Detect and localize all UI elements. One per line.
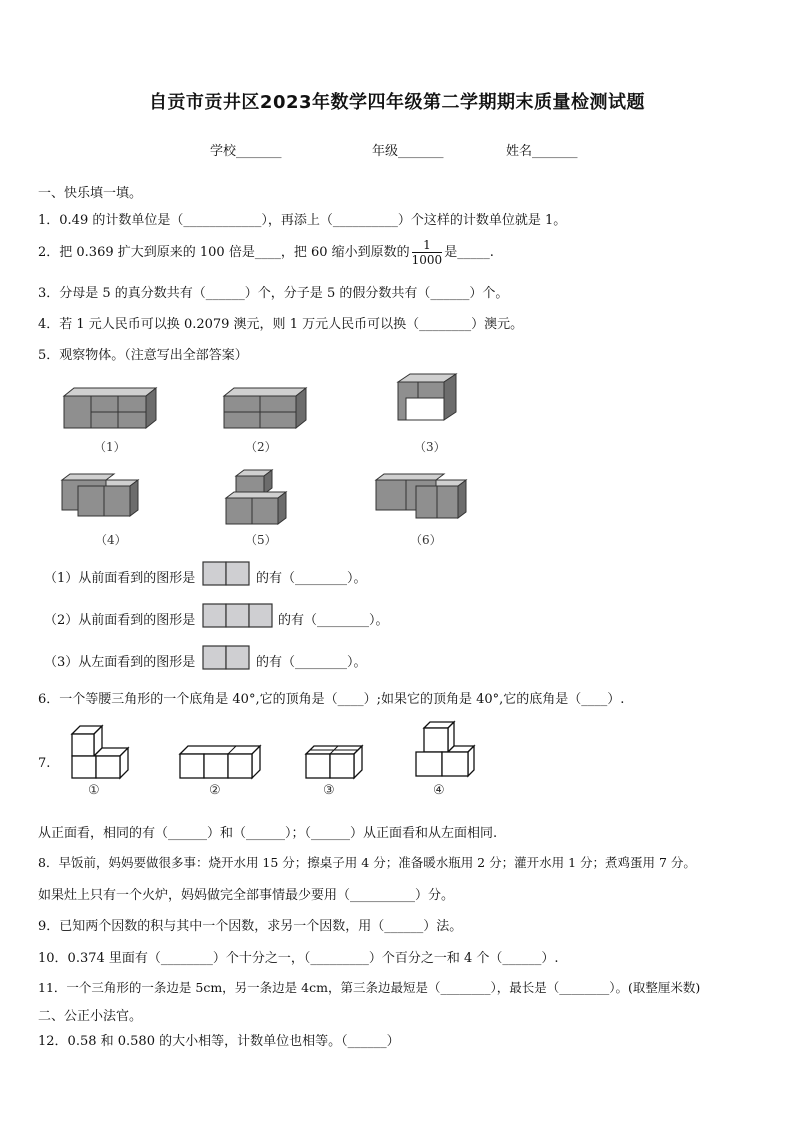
q5-sub-2-post: 的有（________）。	[278, 613, 389, 628]
q7-caption-4: ④	[433, 783, 445, 798]
question-7-label: 7.	[38, 756, 51, 771]
figure-6-cubes	[372, 472, 472, 524]
question-1: 1．0.49 的计数单位是（____________），再添上（__________）个这样的计数单位就是 1。	[38, 213, 567, 228]
section-heading-2: 二、公正小法官。	[38, 1009, 143, 1024]
q5-sub-1-pre: （1）从前面看到的图形是	[44, 571, 196, 586]
q5-sub-2-pre: （2）从前面看到的图形是	[44, 613, 196, 628]
question-2-before: 2．把 0.369 扩大到原来的 100 倍是____，把 60 缩小到原数的	[38, 245, 410, 260]
view-shape-three-squares	[202, 603, 276, 629]
fraction-numerator: 1	[412, 238, 443, 253]
q7-figure-3	[304, 740, 366, 782]
school-field[interactable]: 学校_______	[210, 144, 282, 159]
name-field[interactable]: 姓名_______	[506, 144, 578, 159]
q7-caption-2: ②	[209, 783, 221, 798]
question-5: 5．观察物体。（注意写出全部答案）	[38, 348, 248, 363]
fraction	[412, 238, 443, 267]
q7-caption-3: ③	[323, 783, 335, 798]
q7-figure-2	[178, 740, 264, 782]
question-11: 11．一个三角形的一条边是 5cm，另一条边是 4cm，第三条边最短是（________），最长是（________）。(取整厘米数)	[38, 980, 701, 995]
question-12: 12．0.58 和 0.580 的大小相等，计数单位也相等。（______）	[38, 1034, 400, 1049]
grade-field[interactable]: 年级_______	[372, 144, 444, 159]
figure-1-cubes	[60, 382, 160, 442]
figure-5-caption: （5）	[245, 533, 277, 547]
question-9: 9．已知两个因数的积与其中一个因数，求另一个因数，用（______）法。	[38, 919, 463, 934]
section-heading-1: 一、快乐填一填。	[38, 186, 143, 201]
q5-sub-1-post: 的有（________）。	[256, 571, 367, 586]
figure-4-cubes	[58, 472, 142, 522]
figure-4-caption: （4）	[95, 533, 127, 547]
q7-figure-4	[414, 718, 478, 782]
q7-figure-1	[70, 720, 134, 782]
fraction-denominator: 1000	[411, 253, 443, 267]
question-8-line-1: 8．早饭前，妈妈要做很多事：烧开水用 15 分；擦桌子用 4 分；准备暖水瓶用 2 分；灌开水用 1 分；煮鸡蛋用 7 分。	[38, 855, 696, 870]
question-8-line-2: 如果灶上只有一个火炉，妈妈做完全部事情最少要用（__________）分。	[38, 888, 455, 903]
figure-3-caption: （3）	[414, 440, 446, 454]
q5-sub-3-post: 的有（________）。	[256, 655, 367, 670]
figure-2-caption: （2）	[245, 440, 277, 454]
question-10: 10．0.374 里面有（________）个十分之一，（_________）个百分之一和 4 个（______）.	[38, 951, 559, 966]
question-4: 4．若 1 元人民币可以换 0.2079 澳元，则 1 万元人民币可以换（________）澳元。	[38, 317, 524, 332]
question-3: 3．分母是 5 的真分数共有（______）个，分子是 5 的假分数共有（______）个。	[38, 286, 509, 301]
figure-2-cubes	[220, 382, 310, 442]
figure-6-caption: （6）	[410, 533, 442, 547]
question-2-after: 是_____.	[444, 245, 494, 260]
view-shape-two-squares-left	[202, 645, 252, 671]
q5-sub-3-pre: （3）从左面看到的图形是	[44, 655, 196, 670]
question-2	[38, 238, 494, 267]
figure-3-cubes	[392, 372, 472, 438]
figure-5-cubes	[222, 468, 292, 528]
question-7-text: 从正面看，相同的有（______）和（______）；（______）从正面看和从左面相同.	[38, 826, 498, 841]
figure-1-caption: （1）	[94, 440, 126, 454]
page-title: 自贡市贡井区2023年数学四年级第二学期期末质量检测试题	[148, 92, 646, 113]
view-shape-two-squares	[202, 561, 252, 587]
question-6: 6．一个等腰三角形的一个底角是 40°,它的顶角是（____）;如果它的顶角是 40°,它的底角是（____）.	[38, 692, 625, 707]
q7-caption-1: ①	[88, 783, 100, 798]
